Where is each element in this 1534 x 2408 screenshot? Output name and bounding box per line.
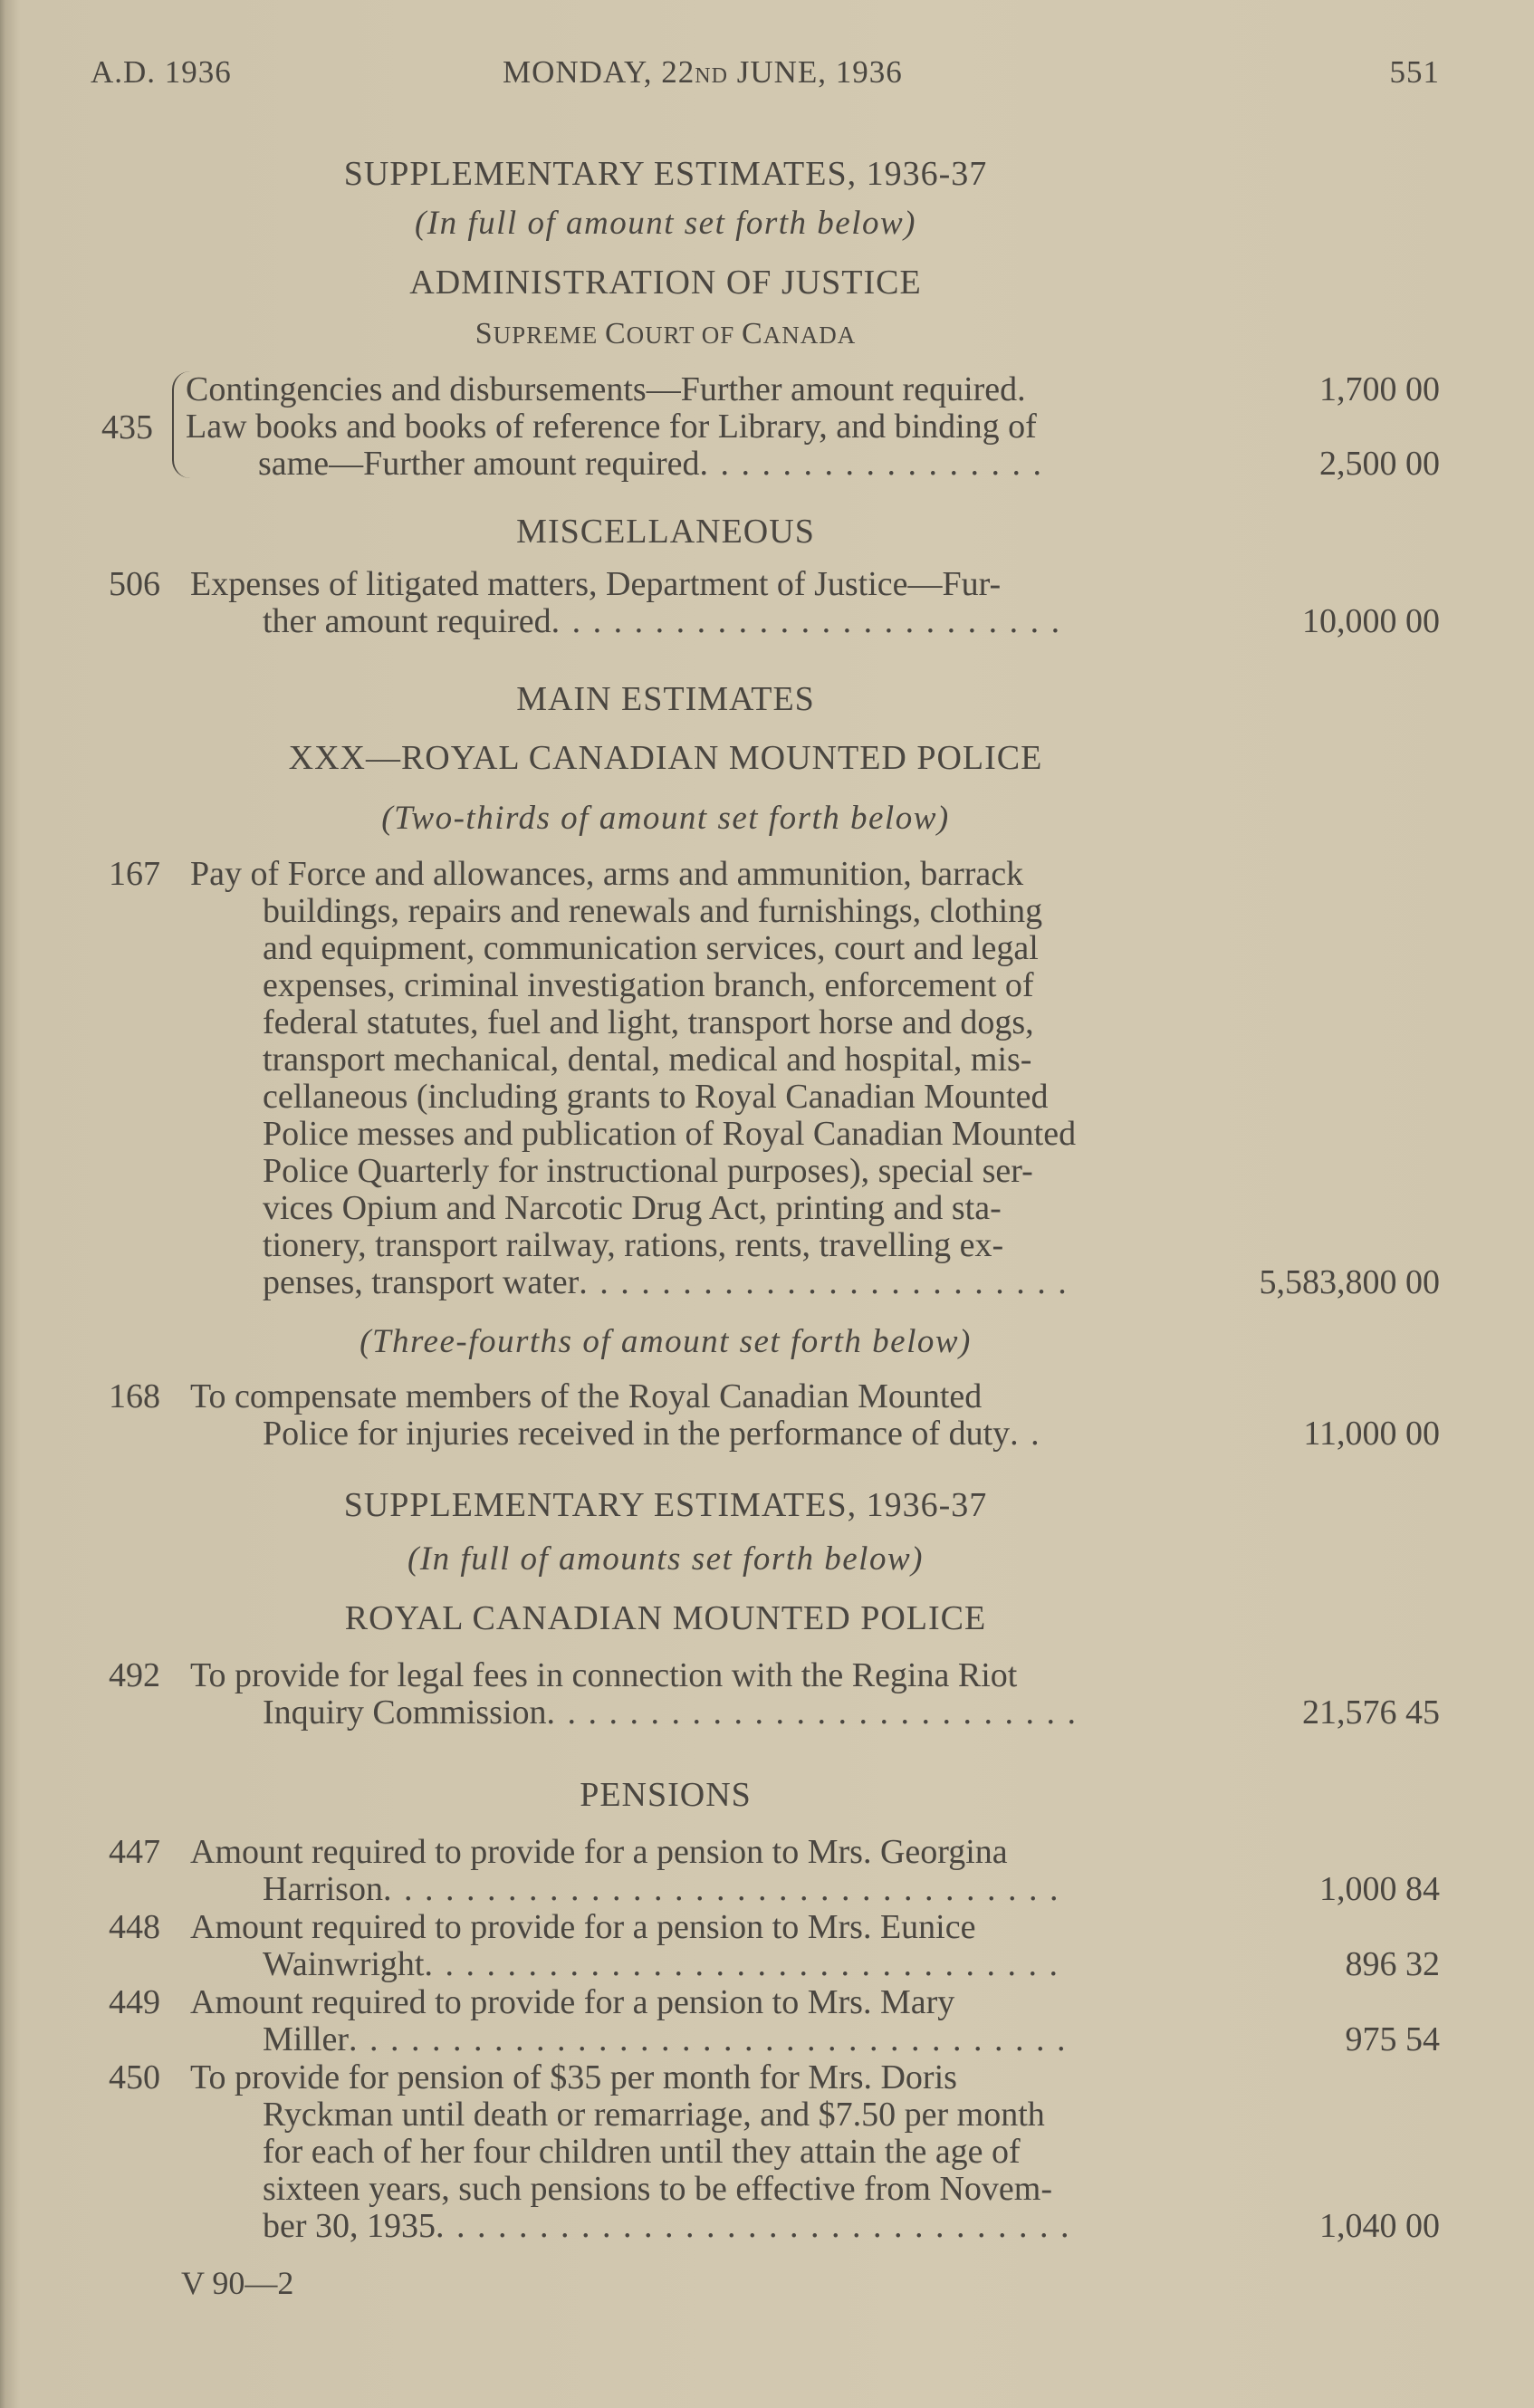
- entry-line: sixteen years, such pensions to be effective from Novem-: [263, 2171, 1052, 2208]
- sc-letter: C: [604, 317, 627, 350]
- estimate-entry-448: [109, 1909, 1440, 1986]
- entry-line: Pay of Force and allowances, arms and ammunition, barrack: [190, 856, 1024, 893]
- leader-dots: . . . . . . . . . . . . . . . . . . . . . . . . . .: [546, 1694, 1079, 1732]
- entry-line-text: Harrison: [263, 1871, 383, 1908]
- entry-text: [190, 1909, 1232, 1983]
- entry-text: [190, 2059, 1232, 2245]
- leader-dots: . . . . . . . . . . . . . . . . . . . . . . . . . . . . . . . . . . .: [348, 2021, 1068, 2058]
- sc-rest: ANADA: [762, 321, 857, 349]
- entry-line: To compensate members of the Royal Canadian Mounted: [190, 1378, 983, 1415]
- section-heading: PENSIONS: [580, 1776, 752, 1814]
- entry-line: Police messes and publication of Royal Canadian Mounted: [263, 1116, 1077, 1153]
- vote-number: 168: [109, 1377, 160, 1415]
- section-heading: MISCELLANEOUS: [516, 513, 815, 551]
- leader-dots: . . . . . . . . . . . . . . . . . . . . . . . . . . . . . . .: [424, 1946, 1059, 1983]
- vote-number: 435: [101, 408, 153, 446]
- entry-line: [190, 603, 1232, 640]
- entry-line-text: Miller: [263, 2021, 349, 2058]
- page-number: 551: [1389, 54, 1440, 90]
- entry-text: [190, 1378, 1232, 1453]
- entry-text: [190, 1657, 1232, 1732]
- leader-dots: . . . . . . . . . . . . . . . . .: [699, 446, 1044, 483]
- estimate-entry-450: [109, 2059, 1440, 2250]
- vote-number: 506: [109, 565, 160, 603]
- entry-line: To provide for pension of $35 per month for Mrs. Doris: [190, 2059, 957, 2096]
- section-title: SUPPLEMENTARY ESTIMATES, 1936-37: [343, 155, 988, 193]
- header-year: A.D. 1936: [91, 54, 232, 90]
- entry-line: [190, 1871, 1232, 1908]
- entry-line: [190, 1946, 1232, 1983]
- entry-line: Amount required to provide for a pension to Mrs. Eunice: [190, 1909, 976, 1946]
- section-heading: XXX—ROYAL CANADIAN MOUNTED POLICE: [288, 739, 1043, 777]
- entry-line: vices Opium and Narcotic Drug Act, printing and sta-: [263, 1190, 1002, 1227]
- estimate-entry-167: [109, 856, 1440, 1309]
- sc-letter: C: [742, 317, 763, 350]
- section-title: SUPPLEMENTARY ESTIMATES, 1936-37: [343, 1486, 988, 1524]
- entry-line: To provide for legal fees in connection with the Regina Riot: [190, 1657, 1018, 1694]
- amount: 1,000 84: [1319, 1870, 1440, 1908]
- section-title: MAIN ESTIMATES: [516, 680, 815, 718]
- amount: 11,000 00: [1303, 1415, 1440, 1453]
- entry-line: Expenses of litigated matters, Department of Justice—Fur-: [190, 566, 1002, 603]
- vote-number: 448: [109, 1908, 160, 1946]
- entry-line: [186, 446, 1227, 483]
- entry-line: [190, 1264, 1232, 1301]
- estimate-entry-449: [109, 1984, 1440, 2061]
- amount: 1,700 00: [1319, 370, 1440, 408]
- entry-line: [190, 2208, 1232, 2245]
- leader-dots: . . . . . . . . . . . . . . . . . . . . . . . . . . . . . . .: [436, 2208, 1071, 2245]
- entry-line: Amount required to provide for a pension to Mrs. Georgina: [190, 1834, 1008, 1871]
- entry-line: transport mechanical, dental, medical and hospital, mis-: [263, 1041, 1032, 1079]
- amount: 2,500 00: [1319, 445, 1440, 483]
- section-subtitle: (In full of amount set forth below): [414, 205, 917, 242]
- vote-number: 450: [109, 2058, 160, 2096]
- amount: 896 32: [1345, 1945, 1440, 1983]
- estimate-entry-435: [101, 370, 1440, 484]
- entry-text: [186, 371, 1227, 483]
- leader-dots: . . . . . . . . . . . . . . . . . . . . . . . .: [579, 1264, 1069, 1301]
- entry-line-text: same—Further amount required: [258, 446, 700, 483]
- sc-letter: S: [475, 317, 494, 350]
- entry-line: cellaneous (including grants to Royal Canadian Mounted: [263, 1079, 1049, 1116]
- vote-number: 167: [109, 855, 160, 893]
- estimate-entry-168: [109, 1378, 1440, 1455]
- vote-number: 492: [109, 1656, 160, 1694]
- sc-rest: UPREME: [493, 321, 605, 349]
- entry-line: expenses, criminal investigation branch, enforcement of: [263, 967, 1034, 1004]
- entry-line: Ryckman until death or remarriage, and $7.50 per month: [263, 2096, 1045, 2134]
- sc-rest: OURT OF: [626, 321, 743, 349]
- entry-line: federal statutes, fuel and light, transport horse and dogs,: [263, 1004, 1034, 1041]
- amount: 5,583,800 00: [1259, 1263, 1440, 1301]
- leader-dots: . . . . . . . . . . . . . . . . . . . . . . . . .: [551, 603, 1062, 640]
- entry-text: [190, 1984, 1232, 2058]
- estimate-entry-447: [109, 1834, 1440, 1911]
- entry-line: [190, 2021, 1232, 2058]
- entry-line: [190, 1694, 1232, 1732]
- subsection-heading: [109, 317, 1222, 351]
- section-heading: ROYAL CANADIAN MOUNTED POLICE: [344, 1599, 987, 1637]
- entry-line: Amount required to provide for a pension to Mrs. Mary: [190, 1984, 955, 2021]
- entry-line: tionery, transport railway, rations, rents, travelling ex-: [263, 1227, 1004, 1264]
- entry-line-text: Wainwright: [263, 1946, 425, 1983]
- entry-line: buildings, repairs and renewals and furnishings, clothing: [263, 893, 1043, 930]
- entry-line: for each of her four children until they attain the age of: [263, 2134, 1021, 2171]
- entry-line-text: ther amount required: [263, 603, 551, 640]
- leader-dots: . .: [1010, 1415, 1041, 1453]
- leader-dots: . . . . . . . . . . . . . . . . . . . . . . . . . . . . . . . . .: [382, 1871, 1060, 1908]
- entry-line-text: Inquiry Commission: [263, 1694, 547, 1732]
- vote-number: 449: [109, 1983, 160, 2021]
- entry-line: Contingencies and disbursements—Further amount required.: [186, 371, 1026, 408]
- entry-line: [190, 1415, 1232, 1453]
- entry-line: Law books and books of reference for Library, and binding of: [186, 408, 1037, 446]
- entry-line: Police Quarterly for instructional purposes), special ser-: [263, 1153, 1033, 1190]
- entry-line-text: Police for injuries received in the performance of duty: [263, 1415, 1011, 1453]
- vote-number: 447: [109, 1833, 160, 1871]
- header-date-day: MONDAY, 22: [503, 54, 695, 90]
- entry-line: and equipment, communication services, court and legal: [263, 930, 1039, 967]
- entry-text: [190, 566, 1232, 640]
- entry-text: [190, 1834, 1232, 1908]
- section-heading: ADMINISTRATION OF JUSTICE: [409, 264, 922, 302]
- section-subtitle: (Two-thirds of amount set forth below): [381, 800, 950, 837]
- amount: 21,576 45: [1302, 1693, 1440, 1732]
- amount: 975 54: [1345, 2020, 1440, 2058]
- amount: 1,040 00: [1319, 2207, 1440, 2245]
- header-date: [503, 54, 903, 91]
- signature-mark: V 90—2: [181, 2265, 294, 2301]
- entry-line-text: penses, transport water: [263, 1264, 580, 1301]
- estimate-entry-506: [109, 566, 1440, 643]
- header-date-month: JUNE, 1936: [727, 54, 903, 90]
- entry-text: [190, 856, 1232, 1301]
- page-header: [91, 54, 1440, 100]
- entry-line-text: ber 30, 1935: [263, 2208, 436, 2245]
- header-date-suffix: ND: [695, 64, 728, 88]
- amount: 10,000 00: [1302, 602, 1440, 640]
- section-subtitle: (In full of amounts set forth below): [407, 1540, 924, 1578]
- estimate-entry-492: [109, 1657, 1440, 1734]
- section-subtitle: (Three-fourths of amount set forth below): [360, 1323, 972, 1360]
